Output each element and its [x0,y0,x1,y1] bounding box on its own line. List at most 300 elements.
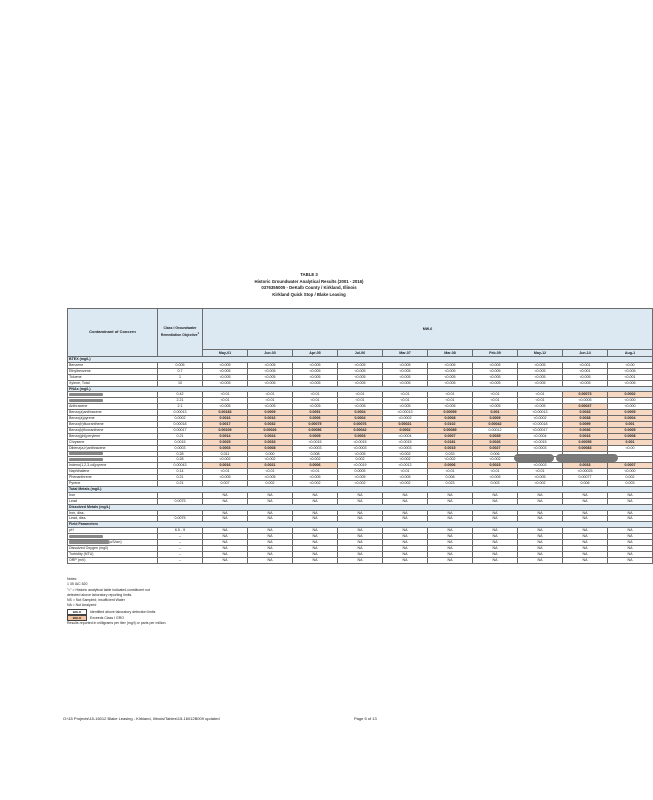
result-cell: 0.0008 [428,416,473,422]
contaminant-name: Pyrene [68,481,158,487]
result-cell: NA [203,528,248,534]
result-cell: NA [608,534,653,540]
result-cell: <0.005 [518,362,563,368]
result-cell: <0.0002 [518,416,563,422]
result-cell: 0.003 [473,481,518,487]
result-cell: <0.005 [293,374,338,380]
result-cell: <0.01 [428,469,473,475]
result-cell: 0.00042 [473,421,518,427]
result-cell: NA [293,557,338,563]
result-cell: 0.0002 [383,427,428,433]
result-cell: NA [203,510,248,516]
result-cell: NA [293,516,338,522]
result-cell: 0.00089 [428,427,473,433]
result-cell: 0.003 [608,481,653,487]
result-cell: <0.005 [383,368,428,374]
result-cell: NA [293,528,338,534]
result-cell: <0.00017 [518,427,563,433]
result-cell: 0.0003 [338,433,383,439]
result-cell: <0.005 [518,380,563,386]
result-cell: <0.001 [563,362,608,368]
result-cell: <0.0003 [338,445,383,451]
result-cell: 0.008 [293,451,338,457]
contaminant-name: Chrysene [68,439,158,445]
contaminant-unit: (uS/cm) [109,540,122,545]
result-cell: 0.00012 [473,427,518,433]
result-cell: NA [248,492,293,498]
contaminant-name: Iron, diss. [68,510,158,516]
result-cell: NA [203,534,248,540]
result-cell: 0.0002 [608,392,653,398]
result-cell: 0.00042 [338,427,383,433]
result-cell: <0.01 [383,392,428,398]
header-date: Mar-08 [428,350,473,357]
header-well-id: MW-6 [203,309,653,350]
result-cell: <0.01 [293,469,338,475]
notes-heading: Notes: [67,577,78,581]
result-cell: 0.008 [428,475,473,481]
result-cell: <0.002 [248,457,293,463]
remediation-objective: 6.5 - 9 [158,528,203,534]
contaminant-name: Iron [68,492,158,498]
result-cell: 0.0036 [563,427,608,433]
result-cell: <0.01 [293,398,338,404]
result-cell: 0.00059 [428,410,473,416]
section-label: Total Metals (mg/L) [68,486,653,492]
contaminant-name: Dissolved Oxygen (mg/l) [68,546,158,552]
result-cell: NA [293,534,338,540]
result-cell: NA [473,534,518,540]
result-cell: 0.0007 [608,463,653,469]
result-cell: 0.0004 [608,416,653,422]
result-cell: <0.005 [203,368,248,374]
contaminant-name: Benzo(ghi)perylene [68,433,158,439]
result-cell: <0.005 [383,475,428,481]
result-cell: <0.01 [383,469,428,475]
result-cell: <0.0004 [518,433,563,439]
result-cell: NA [338,510,383,516]
section-label: PNAs (mg/L) [68,386,653,392]
result-cell: NA [473,546,518,552]
result-cell: 0.0024 [248,433,293,439]
result-cell: NA [608,528,653,534]
result-cell: 0.0003 [203,445,248,451]
result-cell: 0.0008 [248,445,293,451]
result-cell: NA [383,492,428,498]
contaminant-name: Turbidity (NTU) [68,551,158,557]
result-cell: <0.002 [383,481,428,487]
result-cell: 0.0035 [473,433,518,439]
remediation-objective: 0.28 [158,451,203,457]
result-cell: 0.0005 [338,469,383,475]
result-cell: <0.0004 [383,433,428,439]
result-cell: 0.00077 [563,475,608,481]
header-date: Apr-05 [293,350,338,357]
legend-exceed-swatch: BOLD [67,615,87,621]
site-name: Kirkland Quick Stop / Blake Leasing [272,291,346,297]
result-cell: NA [563,540,608,546]
result-cell: NA [473,492,518,498]
remediation-objective: 0.21 [158,433,203,439]
result-cell: <0.00 [608,445,653,451]
result-cell: 0.00047 [563,404,608,410]
result-cell: <0.005 [248,404,293,410]
result-cell: <0.000 [608,469,653,475]
result-cell: <0.005 [383,374,428,380]
result-cell: NA [473,510,518,516]
result-cell: <0.01 [338,398,383,404]
result-cell: <0.01 [473,398,518,404]
result-cell: 0.0026 [473,439,518,445]
result-cell: 0.002 [248,481,293,487]
result-cell: <0.005 [248,374,293,380]
result-cell: 0.0004 [338,410,383,416]
result-cell: 0.00021 [383,421,428,427]
result-cell: NA [608,516,653,522]
result-cell: 0.0009 [473,416,518,422]
footer-page-number: Page 5 of 13 [354,716,377,721]
result-cell: 0.00055 [563,439,608,445]
result-cell: NA [338,557,383,563]
result-cell: <0.005 [428,404,473,410]
header-class-objective: Class I Groundwater Remediation Objective$^1$ [158,309,203,357]
result-cell: NA [203,498,248,504]
result-cell: <0.005 [203,374,248,380]
remediation-objective: 0.0075 [158,516,203,522]
result-cell: 0.0025 [203,439,248,445]
result-cell: NA [518,516,563,522]
result-cell: 0.002 [338,457,383,463]
result-cell: <0.0019 [338,463,383,469]
result-cell: <0.002 [383,451,428,457]
notes-line: NS = Not Sampled; Insufficient Water [67,598,125,603]
result-cell: NA [608,557,653,563]
result-cell: <0.01 [248,398,293,404]
contaminant-name: Benzo(a)anthracene [68,410,158,416]
result-cell: NA [383,498,428,504]
result-cell: NA [518,534,563,540]
header-date: May-12 [518,350,563,357]
result-cell: 0.001 [608,439,653,445]
legend-exceed-text: Exceeds Class I GRO [89,615,125,620]
result-cell: <0.005 [248,362,293,368]
result-cell: <0.005 [473,475,518,481]
result-cell: NA [563,510,608,516]
result-cell: <0.005 [203,404,248,410]
table-row [68,557,653,563]
result-cell: <0.005 [563,374,608,380]
result-cell: <0.002 [473,457,518,463]
result-cell: NA [338,551,383,557]
result-cell: NA [428,528,473,534]
result-cell: <0.001 [563,368,608,374]
result-cell: NA [383,546,428,552]
notes-line: detected above laboratory reporting limits. [67,592,133,597]
notes-line: 1 35 IAC 620 [67,582,88,587]
contaminant-name: Benzo(b)fluoranthene [68,421,158,427]
result-cell: 0.0015 [428,445,473,451]
result-cell: 0.0032 [248,421,293,427]
result-cell: NA [248,557,293,563]
result-cell: NA [248,540,293,546]
result-cell: 0.0006 [293,463,338,469]
remediation-objective: 2.21 [158,398,203,404]
result-cell: NA [428,498,473,504]
remediation-objective: -- [158,540,203,546]
header-date: May-01 [203,350,248,357]
result-cell: NA [518,546,563,552]
contaminant-name: Naphthalene [68,469,158,475]
result-cell: <0.01 [383,398,428,404]
result-cell: NA [563,516,608,522]
result-cell: <0.005 [518,475,563,481]
result-cell: <0.002 [293,481,338,487]
result-cell: NA [248,498,293,504]
remediation-objective: 0.42 [158,392,203,398]
result-cell: <0.01 [338,392,383,398]
result-cell: 0.0023 [473,463,518,469]
result-cell: <0.00 [608,362,653,368]
remediation-objective: -- [158,551,203,557]
table-number: TABLE 3 [300,272,318,277]
result-cell: <0.01 [203,398,248,404]
contaminant-name: pH [68,528,158,534]
result-cell: <0.0003 [383,445,428,451]
result-cell: <0.005 [248,368,293,374]
result-cell: <0.005 [293,475,338,481]
legend-bold-swatch: BOLD [67,609,87,615]
result-cell: NA [338,534,383,540]
result-cell: 0.0038 [563,416,608,422]
result-cell: NA [383,516,428,522]
result-cell: <0.0003 [518,445,563,451]
result-cell: NA [563,498,608,504]
result-cell: <0.005 [293,404,338,410]
result-cell: 0.033 [428,451,473,457]
result-cell: <0.005 [293,380,338,386]
result-cell: 0.00076 [338,421,383,427]
result-cell: 0.0027 [473,445,518,451]
result-cell: <0.005 [518,368,563,374]
result-cell: NA [428,546,473,552]
contaminant-name: Indeno(1,2,3-cd)pyrene [68,463,158,469]
contaminant-name: Lead, diss. [68,516,158,522]
result-cell: NA [338,516,383,522]
header-contaminant: Contaminant of Concern [68,309,158,357]
result-cell: NA [608,546,653,552]
legend-bold-text: Identified above laboratory detection limits [89,609,156,614]
result-cell: <0.005 [608,368,653,374]
redaction-mark [69,452,103,455]
remediation-objective: 0.00017 [158,427,203,433]
redaction-mark [69,399,103,402]
remediation-objective: 0.7 [158,368,203,374]
result-cell: <0.0002 [383,416,428,422]
remediation-objective: 1 [158,374,203,380]
result-cell: <0.00013 [518,410,563,416]
result-cell: 0.0033 [563,410,608,416]
contaminant-name: Lead [68,498,158,504]
result-cell: <0.0005 [563,398,608,404]
result-cell: 0.0005 [608,410,653,416]
section-label: Field Parameters [68,522,653,528]
result-cell: NA [608,510,653,516]
result-cell: <0.0015 [338,439,383,445]
result-cell: 0.0021 [248,463,293,469]
result-cell: NA [473,498,518,504]
result-cell: 0.011 [203,451,248,457]
remediation-objective: 0.21 [158,481,203,487]
result-cell: <0.000 [608,404,653,410]
result-cell: <0.0013 [383,463,428,469]
result-cell: NA [248,534,293,540]
result-cell: <0.005 [473,368,518,374]
result-cell: NA [203,516,248,522]
result-cell: 0.00026 [248,427,293,433]
result-cell: <0.002 [338,481,383,487]
result-cell: NA [428,551,473,557]
remediation-objective: 2.1 [158,404,203,410]
result-cell: <0.01 [248,392,293,398]
header-date: Mar-07 [383,350,428,357]
result-cell: NA [563,546,608,552]
result-cell: <0.01 [473,392,518,398]
result-cell: NA [203,551,248,557]
result-cell: NA [293,551,338,557]
result-cell: NA [518,498,563,504]
contaminant-name: Benzo(k)fluoranthene [68,427,158,433]
result-cell: NA [203,492,248,498]
result-cell: NA [563,557,608,563]
result-cell: <0.01 [203,469,248,475]
contaminant-name: Toluene [68,374,158,380]
result-cell: NA [248,510,293,516]
result-cell: NA [428,516,473,522]
result-cell: NA [248,528,293,534]
result-cell: 0.00083 [563,445,608,451]
result-cell: 0.0016 [563,433,608,439]
contaminant-name: Benzene [68,362,158,368]
remediation-objective: 0.00043 [158,463,203,469]
result-cell: NA [563,551,608,557]
result-cell: NA [338,498,383,504]
notes-line: NA = Not Analyzed [67,603,97,608]
result-cell: NA [203,546,248,552]
result-cell: NA [383,534,428,540]
result-cell: <0.01 [203,392,248,398]
result-cell: NA [338,528,383,534]
result-cell: NA [563,528,608,534]
result-cell: 0.0033 [563,463,608,469]
contaminant-name: Anthracene [68,404,158,410]
result-cell: 0.001 [473,410,518,416]
result-cell: <0.01 [473,469,518,475]
result-cell: NA [248,516,293,522]
results-table-container [67,308,636,562]
result-cell: <0.01 [518,392,563,398]
result-cell: <0.001 [608,374,653,380]
result-cell: <0.01 [428,392,473,398]
result-cell: NA [203,557,248,563]
result-cell: <0.002 [203,457,248,463]
redaction-mark [69,393,103,396]
result-cell: NA [518,540,563,546]
result-cell: NA [428,557,473,563]
result-cell: 0.00183 [203,410,248,416]
remediation-objective: -- [158,557,203,563]
result-cell: NA [428,492,473,498]
result-cell: <0.005 [473,380,518,386]
result-cell: <0.005 [428,380,473,386]
result-cell: NA [518,528,563,534]
result-cell: <0.005 [428,374,473,380]
result-cell: NA [293,540,338,546]
result-cell: <0.005 [293,362,338,368]
result-cell: NA [338,540,383,546]
remediation-objective: 0.0002 [158,416,203,422]
header-date: Aug-1 [608,350,653,357]
site-id: 0376355005 - DeKalb County / Kirkland, Illinois [261,285,357,291]
result-cell: NA [383,510,428,516]
result-cell: 0.0016 [203,463,248,469]
result-cell: NA [383,528,428,534]
remediation-objective: -- [158,534,203,540]
result-cell: 0.006 [473,451,518,457]
contaminant-name: Benzo(a)pyrene [68,416,158,422]
result-cell: <0.01 [518,469,563,475]
table-title-block [0,272,618,298]
redaction-mark [69,540,109,543]
result-cell: <0.00018 [518,421,563,427]
result-cell: NA [608,492,653,498]
result-cell: 0.0009 [248,410,293,416]
result-cell: <0.005 [473,374,518,380]
result-cell: <0.01 [518,398,563,404]
result-cell: <0.005 [338,451,383,457]
result-cell: <0.005 [203,475,248,481]
result-cell: 0.000 [248,451,293,457]
result-cell: 0.0016 [248,416,293,422]
result-cell: NA [428,534,473,540]
result-cell: 0.00075 [293,421,338,427]
result-cell: 0.0017 [203,421,248,427]
result-cell: <0.005 [428,362,473,368]
result-cell: <0.005 [383,362,428,368]
remediation-objective: 0.00013 [158,410,203,416]
result-cell: <0.01 [428,398,473,404]
result-cell: <0.005 [338,368,383,374]
redaction-mark [69,535,103,538]
result-cell: 0.0181 [428,439,473,445]
result-cell: NA [383,540,428,546]
contaminant-name: Phenanthrene [68,475,158,481]
result-cell: NA [293,510,338,516]
result-cell: 0.0006 [293,416,338,422]
remediation-objective: 10 [158,380,203,386]
result-cell: <0.005 [203,362,248,368]
result-cell: <0.005 [338,380,383,386]
result-cell: <0.005 [473,362,518,368]
header-date: Jun-03 [248,350,293,357]
result-cell: NA [293,546,338,552]
result-cell: 0.0008 [608,433,653,439]
result-cell: NA [248,551,293,557]
result-cell: NA [293,492,338,498]
result-cell: <0.0003 [518,463,563,469]
result-cell: NA [518,510,563,516]
result-cell: NA [248,546,293,552]
result-cell: 0.0051 [293,410,338,416]
